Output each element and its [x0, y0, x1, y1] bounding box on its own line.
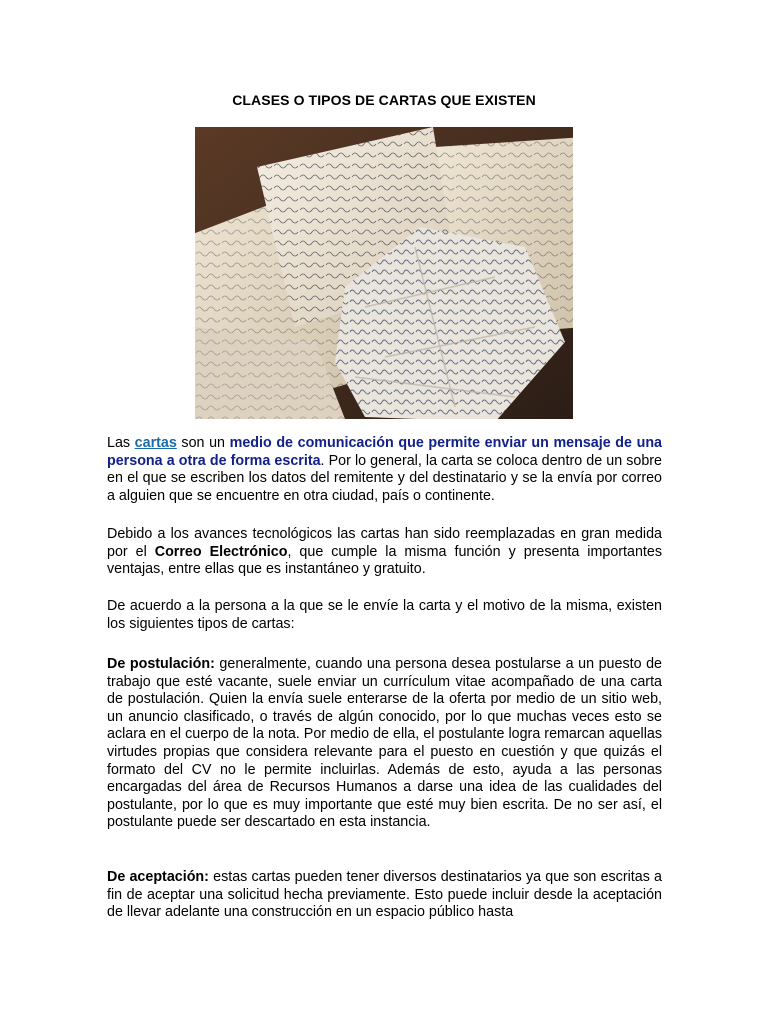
intro-text-start: Las [107, 435, 135, 451]
definition-emphasis: medio de comunicación que permite enviar un mensaje de una persona a otra de forma escrita [107, 435, 663, 469]
cartas-link[interactable]: cartas [134, 435, 177, 451]
paragraph-intro [107, 435, 662, 505]
letters-photo [195, 127, 573, 419]
postulacion-text: generalmente, cuando una persona desea postularse a un puesto de trabajo que esté vacante, suele enviar un currículum vitae acompañado de una carta de postulación. Quien la envía suele enterarse de la oferta por medio de un sitio web, un anuncio clasificado, o través de algún conocido, por lo que muchas veces esto se aclara en el cuerpo de la nota. Por medio de ella, el postulante logra remarcan aquellas virtudes propias que considera relevante para el puesto en cuestión y que quizás el formato del CV no le permite incluirlas. Además de esto, ayuda a las personas encargadas del área de Recursos Humanos a darse una idea de las cualidades del postulante, por lo que es muy importante que esté muy bien escrita. De no ser así, el postulante puede ser descartado en esta instancia. [107, 656, 662, 831]
aceptacion-text: estas cartas pueden tener diversos destinatarios ya que son escritas a fin de aceptar una solicitud hecha previamente. Esto puede incluir desde la aceptación de llevar adelante una construcción en un espacio público hasta [107, 869, 662, 921]
paragraph-postulacion [107, 656, 662, 832]
email-text-start: Debido a los avances tecnológicos las cartas han sido reemplazadas en gran medida por el [107, 526, 662, 560]
page-title: CLASES O TIPOS DE CARTAS QUE EXISTEN [232, 92, 536, 108]
paragraph-email [107, 526, 662, 579]
postulacion-term: De postulación: [107, 656, 215, 672]
aceptacion-term: De aceptación: [107, 869, 209, 885]
paragraph-aceptacion [107, 869, 662, 922]
intro-text-end: . Por lo general, la carta se coloca dentro de un sobre en el que se escriben los datos del remitente y del destinatario y se la envía por correo a alguien que se encuentre en otra ciudad, país o continente. [107, 452, 662, 504]
handwritten-letters-illustration [195, 127, 573, 419]
intro-text-mid: son un [176, 435, 230, 451]
email-text-end: , que cumple la misma función y presenta importantes ventajas, entre ellas que es instantáneo y gratuito. [107, 543, 662, 578]
paragraph-types-intro: De acuerdo a la persona a la que se le envíe la carta y el motivo de la misma, existen los siguientes tipos de cartas: [107, 598, 662, 632]
email-term: Correo Electrónico [154, 543, 288, 560]
